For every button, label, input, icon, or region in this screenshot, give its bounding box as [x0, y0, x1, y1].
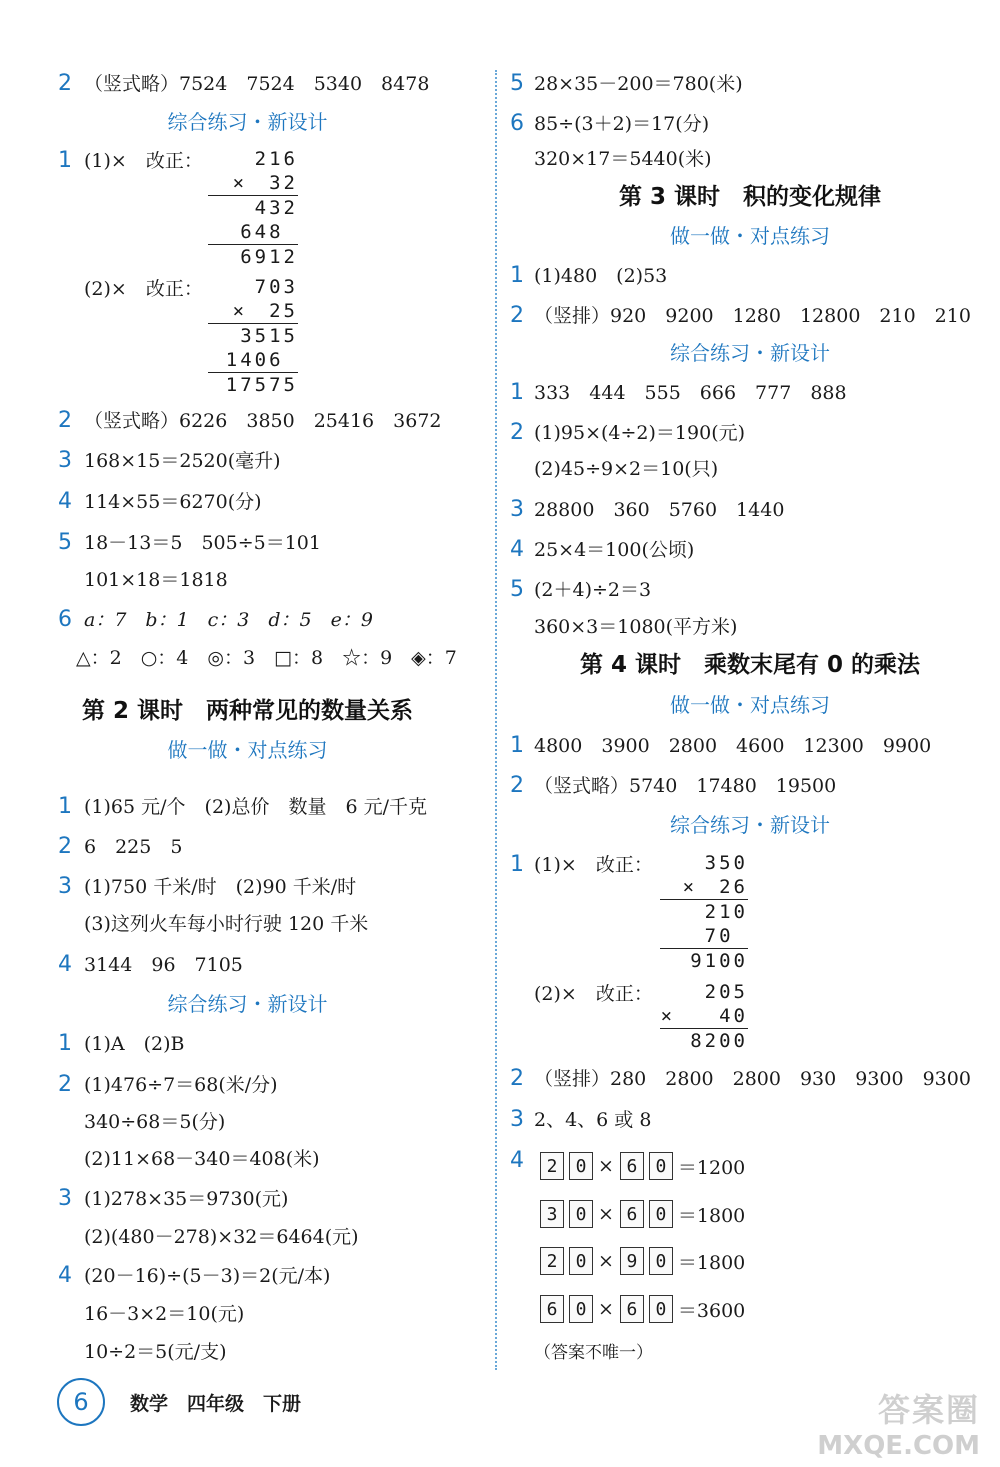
answer-line: 333 444 555 666 777 888	[534, 382, 847, 404]
item-number: 6	[58, 607, 72, 632]
answer-line: (1)476÷7＝68(米/分)	[84, 1074, 278, 1096]
item-number: 1	[58, 1031, 72, 1056]
answer-line: （竖排）280 2800 2800 930 9300 9300	[534, 1068, 971, 1090]
item-number: 4	[510, 1148, 524, 1173]
answer-line: (1)65 元/个 (2)总价 数量 6 元/千克	[84, 796, 427, 818]
answer-line: (1)278×35＝9730(元)	[84, 1188, 289, 1210]
section-title: 第 2 课时 两种常见的数量关系	[81, 698, 414, 724]
vm-row: 8200	[660, 1028, 748, 1053]
item-number: 4	[58, 952, 72, 977]
watermark-url: MXQE.COM	[817, 1431, 980, 1461]
digit-box-equation	[540, 1152, 745, 1180]
vm-row: 3515	[208, 323, 298, 348]
vm-row: × 26	[682, 876, 748, 898]
subsection-heading: 综合练习・新设计	[670, 813, 830, 837]
item-number: 2	[58, 834, 72, 859]
item-number: 1	[58, 148, 72, 173]
answer-line: (1)750 千米/时 (2)90 千米/时	[84, 876, 357, 898]
item-number: 4	[58, 1263, 72, 1288]
answer-line: (1)480 (2)53	[534, 265, 668, 287]
answer-line: 10÷2＝5(元/支)	[84, 1341, 227, 1363]
watermark-text: 答案圈	[877, 1391, 980, 1429]
vm-row: × 40	[660, 1005, 748, 1027]
item-number: 2	[510, 773, 524, 798]
answer-line: 340÷68＝5(分)	[84, 1111, 226, 1133]
answer-line: (2)× 改正：	[84, 278, 203, 300]
item-number: 4	[58, 489, 72, 514]
answer-line: (2)11×68－340＝408(米)	[84, 1148, 320, 1170]
answer-line: 25×4＝100(公顷)	[534, 539, 695, 561]
vm-row: 216	[254, 148, 298, 170]
vm-row: × 25	[232, 300, 298, 322]
vm-row: 6912	[208, 244, 298, 269]
page-number: 6	[73, 1388, 89, 1416]
answer-line: (1)× 改正：	[534, 854, 653, 876]
vm-row: 703	[254, 276, 298, 298]
equation-result: ＝1800	[677, 1251, 746, 1274]
item-number: 1	[58, 794, 72, 819]
answer-line: （竖式略）7524 7524 5340 8478	[84, 73, 430, 95]
answer-line: (3)这列火车每小时行驶 120 千米	[84, 913, 369, 935]
answer-line: △：2 ○：4 ◎：3 □：8 ☆：9 ◈：7	[76, 647, 457, 669]
vertical-multiplication	[660, 851, 748, 973]
item-number: 3	[510, 497, 524, 522]
answer-line: 360×3＝1080(平方米)	[534, 616, 738, 638]
item-number: 2	[510, 420, 524, 445]
item-number: 3	[58, 874, 72, 899]
digit-box-equation	[540, 1247, 745, 1275]
times-sign: ×	[598, 1155, 614, 1177]
item-number: 1	[510, 852, 524, 877]
answer-line: (1)A (2)B	[84, 1033, 185, 1055]
digit-box: 6	[540, 1295, 564, 1323]
answer-line: 3144 96 7105	[84, 954, 243, 976]
digit-box: 9	[620, 1247, 644, 1275]
item-number: 2	[510, 1066, 524, 1091]
answer-line: (20－16)÷(5－3)＝2(元/本)	[84, 1265, 331, 1287]
item-number: 1	[510, 263, 524, 288]
subsection-heading: 做一做・对点练习	[670, 693, 830, 717]
answer-line: (2)45÷9×2＝10(只)	[534, 458, 719, 480]
note-text: （答案不唯一）	[534, 1343, 653, 1363]
item-number: 5	[510, 577, 524, 602]
answer-line: 28800 360 5760 1440	[534, 499, 785, 521]
subsection-heading: 做一做・对点练习	[670, 224, 830, 248]
item-number: 5	[58, 530, 72, 555]
times-sign: ×	[598, 1298, 614, 1320]
item-number: 3	[58, 1186, 72, 1211]
answer-line: 85÷(3＋2)＝17(分)	[534, 113, 710, 135]
vm-row: 9100	[660, 948, 748, 973]
answer-line: (2)× 改正：	[534, 983, 653, 1005]
answer-line: 6 225 5	[84, 836, 183, 858]
item-number: 1	[510, 380, 524, 405]
item-number: 1	[510, 733, 524, 758]
answer-line: (2＋4)÷2＝3	[534, 579, 652, 601]
answer-line: 2、4、6 或 8	[534, 1109, 652, 1131]
digit-box: 0	[569, 1295, 593, 1323]
vm-row: 350	[704, 852, 748, 874]
digit-box: 0	[649, 1295, 673, 1323]
answer-line: 16－3×2＝10(元)	[84, 1303, 245, 1325]
item-number: 4	[510, 537, 524, 562]
equation-result: ＝1800	[677, 1204, 746, 1227]
subsection-heading: 综合练习・新设计	[670, 341, 830, 365]
item-number: 5	[510, 71, 524, 96]
answer-line: a：7 b：1 c：3 d：5 e：9	[84, 609, 373, 631]
answer-line: 18－13＝5 505÷5＝101	[84, 532, 321, 554]
page-number-badge	[57, 1378, 105, 1426]
answer-line: (2)(480－278)×32＝6464(元)	[84, 1226, 359, 1248]
equation-result: ＝3600	[677, 1299, 746, 1322]
digit-box-equation	[540, 1200, 745, 1228]
digit-box: 2	[540, 1247, 564, 1275]
book-title: 数学 四年级 下册	[130, 1393, 302, 1415]
item-number: 2	[58, 71, 72, 96]
section-title: 第 4 课时 乘数末尾有 0 的乘法	[579, 652, 921, 678]
digit-box: 6	[620, 1152, 644, 1180]
vm-row: 432	[208, 195, 298, 220]
times-sign: ×	[598, 1250, 614, 1272]
vm-row: 17575	[208, 372, 298, 397]
item-number: 2	[510, 303, 524, 328]
digit-box: 6	[620, 1295, 644, 1323]
subsection-heading: 综合练习・新设计	[167, 992, 328, 1016]
digit-box: 0	[649, 1152, 673, 1180]
answer-line: (1)95×(4÷2)＝190(元)	[534, 422, 746, 444]
equation-result: ＝1200	[677, 1156, 746, 1179]
digit-box: 3	[540, 1200, 564, 1228]
digit-box-equation	[540, 1295, 745, 1323]
answer-line: (1)× 改正：	[84, 150, 203, 172]
digit-box: 0	[569, 1200, 593, 1228]
column-divider	[495, 70, 497, 1370]
digit-box: 0	[649, 1200, 673, 1228]
digit-box: 6	[620, 1200, 644, 1228]
vertical-multiplication	[208, 275, 298, 397]
item-number: 3	[58, 448, 72, 473]
vertical-multiplication	[660, 980, 748, 1053]
vertical-multiplication	[208, 147, 298, 269]
subsection-heading: 做一做・对点练习	[167, 738, 328, 762]
item-number: 6	[510, 111, 524, 136]
digit-box: 2	[540, 1152, 564, 1180]
answer-line: 28×35－200＝780(米)	[534, 73, 743, 95]
subsection-heading: 综合练习・新设计	[167, 110, 328, 134]
watermark-logo	[790, 1385, 980, 1461]
item-number: 2	[58, 408, 72, 433]
item-number: 3	[510, 1107, 524, 1132]
vm-row: 210	[660, 899, 748, 924]
answer-line: 101×18＝1818	[84, 569, 228, 591]
digit-box: 0	[649, 1247, 673, 1275]
vm-row: 70	[704, 925, 748, 947]
answer-line: 114×55＝6270(分)	[84, 491, 262, 513]
vm-row: 205	[704, 981, 748, 1003]
answer-line: （竖排）920 9200 1280 12800 210 210	[534, 305, 971, 327]
vm-row: 1406	[225, 349, 298, 371]
answer-line: 4800 3900 2800 4600 12300 9900	[534, 735, 932, 757]
vm-row: × 32	[232, 172, 298, 194]
answer-line: 168×15＝2520(毫升)	[84, 450, 281, 472]
answer-line: 320×17＝5440(米)	[534, 148, 712, 170]
answer-line: （竖式略）5740 17480 19500	[534, 775, 837, 797]
vm-row: 648	[240, 221, 298, 243]
answer-line: （竖式略）6226 3850 25416 3672	[84, 410, 442, 432]
times-sign: ×	[598, 1203, 614, 1225]
digit-box: 0	[569, 1152, 593, 1180]
item-number: 2	[58, 1072, 72, 1097]
section-title: 第 3 课时 积的变化规律	[618, 184, 882, 210]
digit-box: 0	[569, 1247, 593, 1275]
